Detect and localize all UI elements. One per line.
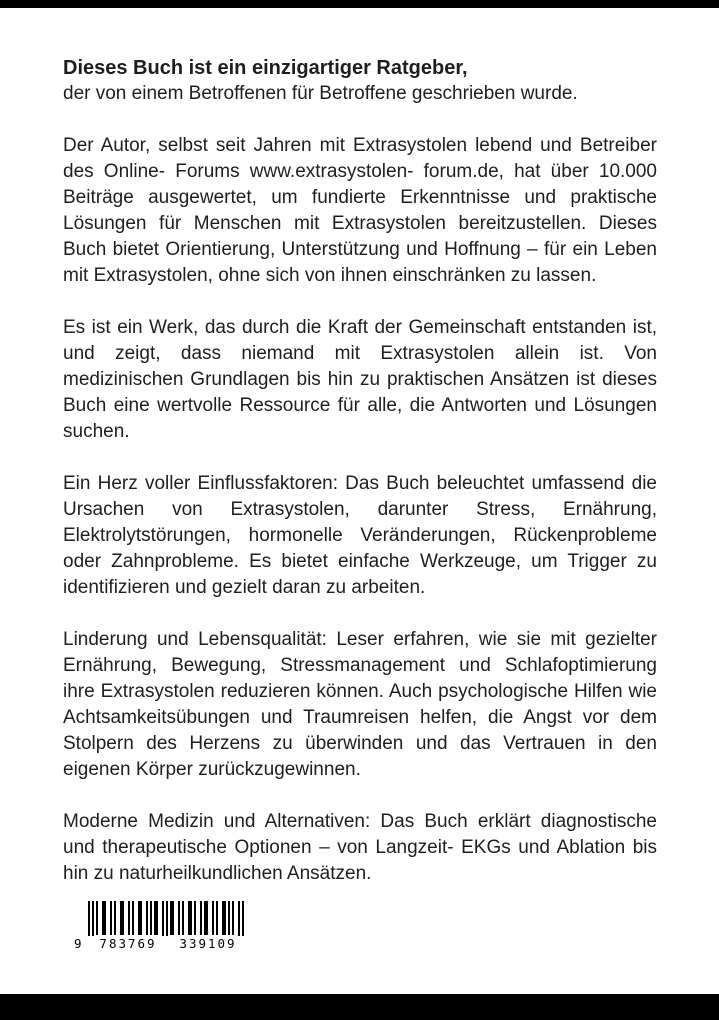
isbn-barcode [74,901,264,951]
paragraph-author: Der Autor, selbst seit Jahren mit Extrasystolen lebend und Betreiber des Online- Forums www.extrasystolen- forum.de, hat über 10.000 Beiträge ausgewertet, um fundierte Erkenntnisse und praktische Lösungen für Menschen mit Extrasystolen bereitzustellen. Dieses Buch bietet Orientierung, Unterstützung und Hoffnung – für ein Leben mit Extrasystolen, ohne sich von ihnen einschränken zu lassen. [63,135,657,286]
cover-subheading: der von einem Betroffenen für Betroffene geschrieben wurde. [63,83,578,104]
paragraph-relief-quality-of-life: Linderung und Lebensqualität: Leser erfahren, wie sie mit gezielter Ernährung, Bewegung, Stressmanagement und Schlafoptimierung ihre Extrasystolen reduzieren können. Auch psychologische Hilfen wie Achtsamkeitsübungen und Traumreisen helfen, die Angst vor dem Stolpern des Herzens zu überwinden und das Vertrauen in den eigenen Körper zurückzugewinnen. [63,629,657,780]
bottom-black-bar [0,994,719,1020]
paragraph-community: Es ist ein Werk, das durch die Kraft der Gemeinschaft entstanden ist, und zeigt, dass niemand mit Extrasystolen allein ist. Von medizinischen Grundlagen bis hin zu praktischen Ansätzen ist dieses Buch eine wertvolle Ressource für alle, die Antworten und Lösungen suchen. [63,317,657,442]
top-black-bar [0,0,719,8]
isbn-number [74,936,250,951]
isbn-digit-group-left: 783769 [88,936,168,951]
cover-text-block [63,55,657,913]
paragraph-modern-medicine: Moderne Medizin und Alternativen: Das Buch erklärt diagnostische und therapeutische Optionen – von Langzeit- EKGs und Ablation bis hin zu naturheilkundlichen Ansätzen. [63,811,657,884]
cover-heading: Dieses Buch ist ein einzigartiger Ratgeber, [63,57,468,79]
paragraph-influence-factors: Ein Herz voller Einflussfaktoren: Das Buch beleuchtet umfassend die Ursachen von Extrasystolen, darunter Stress, Ernährung, Elektrolytstörungen, hormonelle Veränderungen, Rückenprobleme oder Zahnprobleme. Es bietet einfache Werkzeuge, um Trigger zu identifizieren und gezielt daran zu arbeiten. [63,473,657,598]
isbn-digit-group-right: 339109 [168,936,248,951]
isbn-digit-group-checkzone: 9 [74,936,82,951]
